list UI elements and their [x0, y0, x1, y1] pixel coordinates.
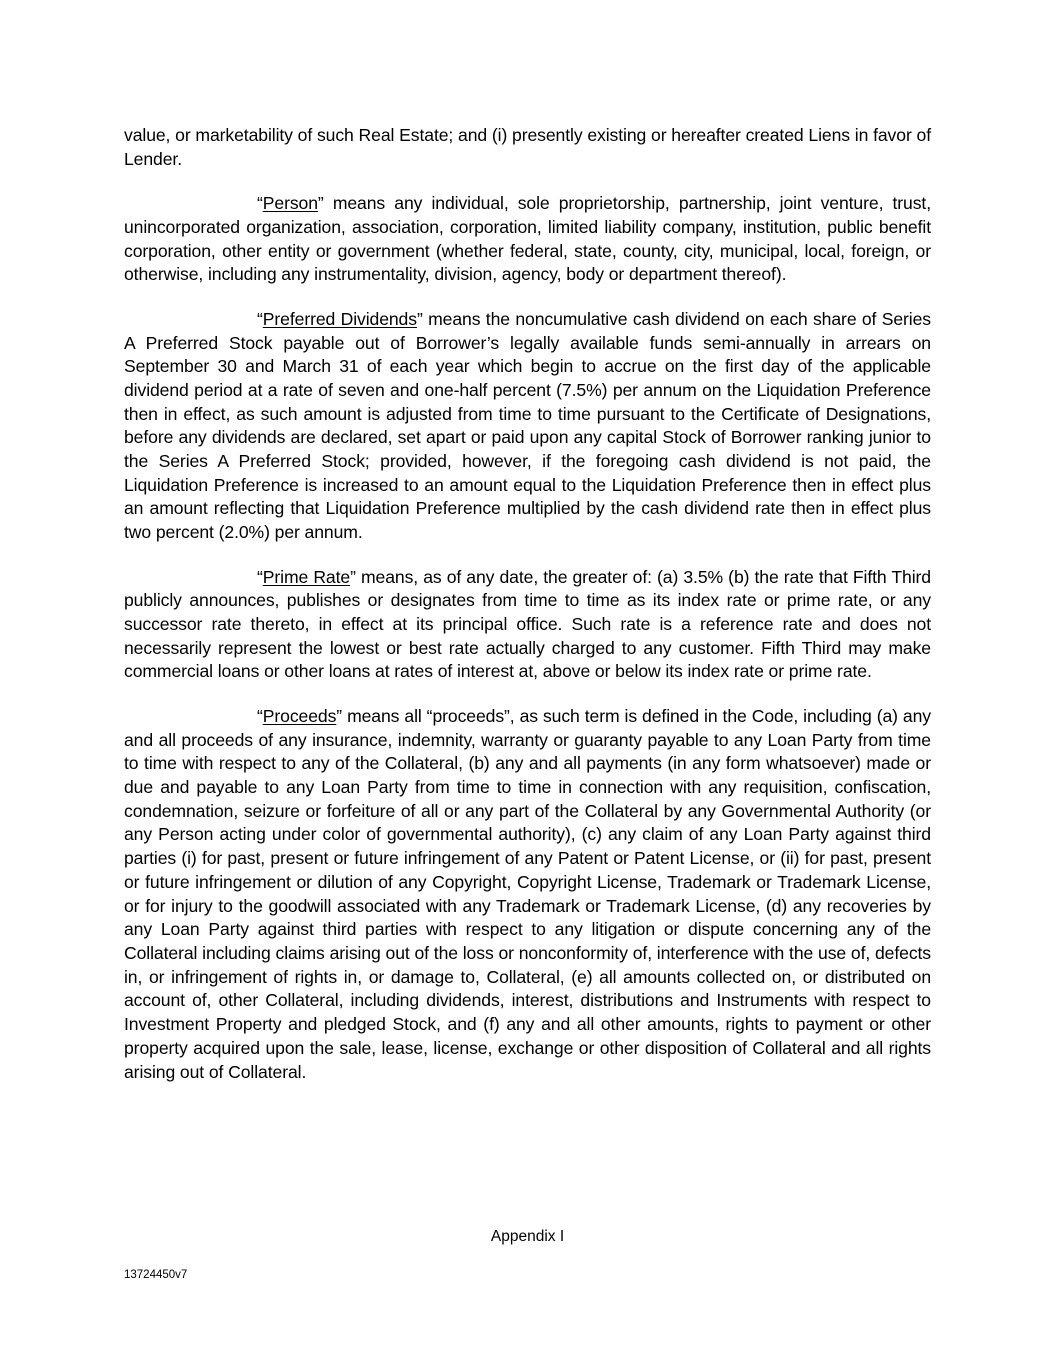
definition-person [124, 192, 931, 287]
definition-preferred-dividends [124, 308, 931, 545]
definition-body: means, as of any date, the greater of: (a) 3.5% (b) the rate that Fifth Third publicly announces, publishes or designates from time to time as its index rate or prime rate, or any successor rate thereto, in effect at its principal office. Such rate is a reference rate and does not necessarily represent the lowest or best rate actually charged to any customer. Fifth Third may make commercial loans or other loans at rates of interest at, above or below its index rate or prime rate. [124, 566, 931, 682]
defined-term: Preferred Dividends [262, 308, 417, 329]
open-quote: “ [257, 566, 263, 587]
close-quote: ” [336, 705, 343, 726]
definition-body: means any individual, sole proprietorship, partnership, joint venture, trust, unincorporated organization, association, corporation, limited liability company, institution, public benefit corporation, other entity or government (whether federal, state, county, city, municipal, local, foreign, or otherwise, including any instrumentality, division, agency, body or department thereof). [124, 193, 931, 285]
defined-term: Person [262, 193, 318, 214]
close-quote: ” [416, 308, 423, 329]
footer-appendix-label: Appendix I [490, 1228, 565, 1245]
open-quote: “ [257, 193, 263, 214]
close-quote: ” [317, 193, 324, 214]
close-quote: ” [350, 566, 356, 587]
opening-paragraph: value, or marketability of such Real Estate; and (i) presently existing or hereafter created Liens in favor of Lender. [124, 125, 931, 169]
definition-prime-rate [124, 566, 931, 685]
definition-body: means all “proceeds”, as such term is defined in the Code, including (a) any and all proceeds of any insurance, indemnity, warranty or guaranty payable to any Loan Party from time to time with respect to any of the Collateral, (b) any and all payments (in any form whatsoever) made or due and payable to any Loan Party from time to time in connection with any requisition, confiscation, condemnation, seizure or forfeiture of all or any part of the Collateral by any Governmental Authority (or any Person acting under color of governmental authority), (c) any claim of any Loan Party against third parties (i) for past, present or future infringement of any Patent or Patent License, or (ii) for past, present or future infringement or dilution of any Copyright, Copyright License, Trademark or Trademark License, or for injury to the goodwill associated with any Trademark or Trademark License, (d) any recoveries by any Loan Party against third parties with respect to any litigation or dispute concerning any of the Collateral including claims arising out of the loss or nonconformity of, interference with the use of, defects in, or infringement of rights in, or damage to, Collateral, (e) all amounts collected on, or distributed on account of, other Collateral, including dividends, interest, distributions and Instruments with respect to Investment Property and pledged Stock, and (f) any and all other amounts, rights to payment or other property acquired upon the sale, lease, license, exchange or other disposition of Collateral and all rights arising out of Collateral. [124, 705, 931, 1082]
open-quote: “ [257, 308, 263, 329]
defined-term: Prime Rate [262, 566, 351, 587]
document-body [124, 124, 931, 1105]
definition-proceeds [124, 705, 931, 1084]
definition-body: means the noncumulative cash dividend on each share of Series A Preferred Stock payable out of Borrower’s legally available funds semi-annually in arrears on September 30 and March 31 of each year which begin to accrue on the first day of the applicable dividend period at a rate of seven and one-half percent (7.5%) per annum on the Liquidation Preference then in effect, as such amount is adjusted from time to time pursuant to the Certificate of Designations, before any dividends are declared, set apart or paid upon any capital Stock of Borrower ranking junior to the Series A Preferred Stock; provided, however, if the foregoing cash dividend is not paid, the Liquidation Preference is increased to an amount equal to the Liquidation Preference then in effect plus an amount reflecting that Liquidation Preference multiplied by the cash dividend rate then in effect plus two percent (2.0%) per annum. [124, 308, 931, 543]
open-quote: “ [257, 705, 263, 726]
document-id: 13724450v7 [124, 1269, 188, 1281]
defined-term: Proceeds [262, 705, 337, 726]
